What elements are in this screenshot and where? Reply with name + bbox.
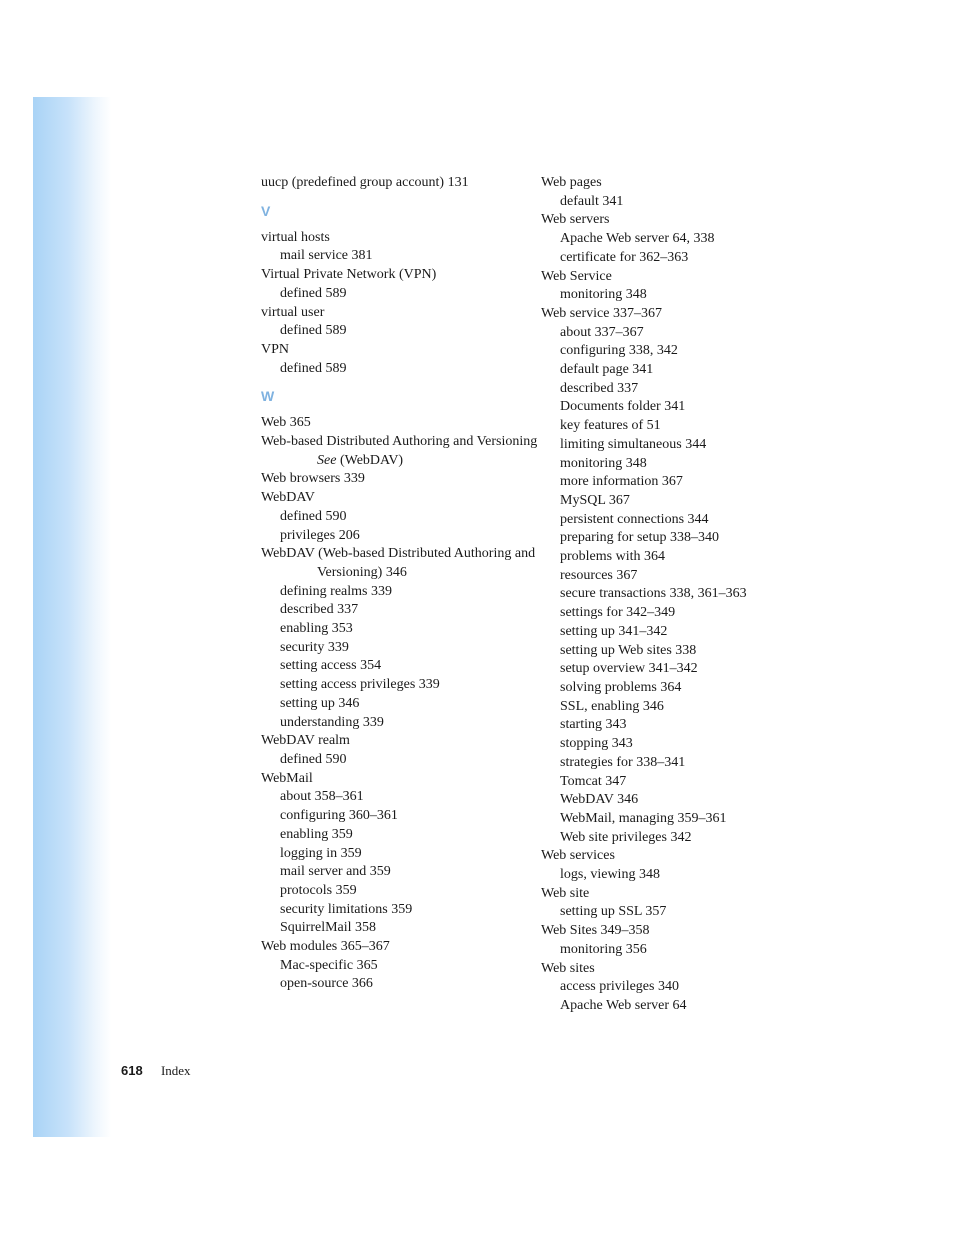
index-subentry: setting up Web sites 338 — [560, 642, 697, 658]
index-subentry: Mac-specific 365 — [280, 957, 378, 973]
index-entry: WebDAV (Web-based Distributed Authoring and — [261, 546, 536, 562]
index-subentry: mail server and 359 — [280, 864, 391, 880]
index-subentry: Web site privileges 342 — [560, 829, 692, 845]
index-subentry: setting access 354 — [280, 658, 382, 674]
index-subentry: configuring 338, 342 — [560, 343, 678, 359]
index-subentry: logs, viewing 348 — [560, 867, 660, 883]
index-subentry: more information 367 — [560, 474, 683, 490]
index-letter-heading: V — [261, 202, 271, 219]
index-subentry: limiting simultaneous 344 — [560, 436, 707, 452]
index-entry: Web services — [541, 848, 615, 864]
index-subentry: security 339 — [280, 639, 349, 655]
index-subentry: default page 341 — [560, 362, 654, 378]
index-subentry: Apache Web server 64, 338 — [560, 231, 715, 247]
index-subentry: setting up SSL 357 — [560, 904, 667, 920]
index-entry: VPN — [261, 341, 290, 357]
index-subentry: described 337 — [560, 380, 639, 396]
index-subentry: secure transactions 338, 361–363 — [560, 586, 747, 602]
index-subentry: strategies for 338–341 — [560, 754, 686, 770]
index-subentry: monitoring 356 — [560, 941, 647, 957]
index-entry: Web servers — [541, 212, 610, 228]
side-color-band — [33, 97, 111, 1137]
index-subentry: setting up 346 — [280, 695, 360, 711]
index-entry: Web modules 365–367 — [261, 939, 390, 955]
index-subentry: WebMail, managing 359–361 — [560, 810, 727, 826]
index-letter-heading: W — [261, 388, 275, 405]
index-subentry: MySQL 367 — [560, 492, 630, 508]
index-entry: uucp (predefined group account) 131 — [261, 175, 469, 190]
index-entry: WebDAV — [261, 490, 315, 506]
index-subentry: defined 590 — [280, 751, 347, 767]
see-target: (WebDAV) — [336, 452, 404, 468]
index-column-left — [261, 174, 538, 994]
index-subentry: defined 589 — [280, 285, 347, 301]
index-entry: WebMail — [261, 770, 313, 786]
index-subentry: default 341 — [560, 193, 624, 209]
index-subentry: enabling 353 — [280, 621, 353, 637]
index-see-reference — [261, 452, 531, 471]
index-subentry: defining realms 339 — [280, 583, 392, 599]
index-subentry: persistent connections 344 — [560, 511, 709, 527]
index-subentry: described 337 — [280, 602, 359, 618]
index-entry: virtual hosts — [261, 229, 330, 245]
index-subentry: mail service 381 — [280, 248, 373, 264]
index-subentry: stopping 343 — [560, 736, 633, 752]
index-subentry: Tomcat 347 — [560, 773, 627, 789]
footer-section-label: Index — [160, 1063, 191, 1078]
index-subentry: enabling 359 — [280, 826, 353, 842]
index-entry: Virtual Private Network (VPN) — [261, 267, 437, 283]
index-subentry: resources 367 — [560, 567, 638, 583]
index-subentry: open-source 366 — [280, 976, 373, 992]
index-entry: Web service 337–367 — [541, 305, 662, 321]
index-subentry: SquirrelMail 358 — [280, 920, 377, 936]
index-entry: Web pages — [541, 175, 602, 190]
index-subentry: defined 589 — [280, 360, 347, 376]
index-entry: Web browsers 339 — [261, 471, 365, 487]
index-subentry: starting 343 — [560, 717, 627, 733]
index-subentry: settings for 342–349 — [560, 605, 676, 621]
index-subentry: Apache Web server 64 — [560, 997, 687, 1013]
index-entry: Web site — [541, 885, 590, 901]
index-subentry: setting access privileges 339 — [280, 677, 440, 693]
index-subentry: solving problems 364 — [560, 679, 682, 695]
see-label: See — [317, 452, 337, 468]
index-subentry: understanding 339 — [280, 714, 384, 730]
index-subentry: SSL, enabling 346 — [560, 698, 664, 714]
index-subentry: monitoring 348 — [560, 455, 647, 471]
index-subentry: protocols 359 — [280, 882, 357, 898]
index-subentry: key features of 51 — [560, 418, 661, 434]
index-subentry: about 337–367 — [560, 324, 644, 340]
index-subentry: about 358–361 — [280, 789, 364, 805]
index-entry: virtual user — [261, 304, 325, 320]
index-subentry: security limitations 359 — [280, 901, 413, 917]
index-subentry: defined 589 — [280, 323, 347, 339]
index-subentry: logging in 359 — [280, 845, 362, 861]
index-subentry: preparing for setup 338–340 — [560, 530, 720, 546]
index-entry: WebDAV realm — [261, 733, 350, 749]
index-subentry: setup overview 341–342 — [560, 661, 698, 677]
index-entry: Web 365 — [261, 415, 311, 431]
index-subentry: setting up 341–342 — [560, 623, 668, 639]
index-entry: Web Sites 349–358 — [541, 923, 650, 939]
index-subentry: certificate for 362–363 — [560, 249, 689, 265]
page-footer — [121, 1062, 191, 1080]
index-subentry: WebDAV 346 — [560, 792, 639, 808]
index-subentry: defined 590 — [280, 508, 347, 524]
index-entry: Web sites — [541, 960, 595, 976]
index-subentry: monitoring 348 — [560, 287, 647, 303]
index-entry-continuation: Versioning) 346 — [317, 564, 407, 580]
index-subentry: problems with 364 — [560, 549, 665, 565]
index-subentry: Documents folder 341 — [560, 399, 686, 415]
page-number: 618 — [121, 1063, 143, 1078]
index-subentry: privileges 206 — [280, 527, 360, 543]
index-subentry: configuring 360–361 — [280, 808, 398, 824]
index-subentry: access privileges 340 — [560, 979, 679, 995]
index-entry: Web Service — [541, 268, 612, 284]
index-entry: Web-based Distributed Authoring and Versioning — [261, 434, 538, 450]
index-column-right — [541, 174, 821, 1016]
